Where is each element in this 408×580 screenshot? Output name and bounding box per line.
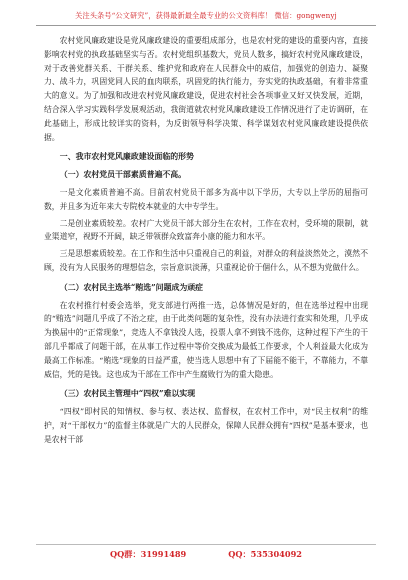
paragraph-bribery: 在农村推行村委会选举，党支部进行两推一选，总体情况是好的，但在选举过程中出现的“贿选”问题几乎成了不治之症，由于此类问题的复杂性，没有办法进行查实和处理，几乎成为换届中的“正常现象”，竞选人不拿钱没人选，投票人拿不到钱不选你，这种过程下产生的干部几乎都成了问题干部，在从事工作过程中等价交换成为最低工作要求，个人利益最大化成为最高工作标准。“贿选”现象的日益严重，使当选人思想中有了下届能不能干，不靠能力，不靠威信，凭的是钱。这也成为干部在工作中产生腐败行为的重大隐患。: [44, 300, 368, 379]
paragraph-entrepreneurship: 二是创业素质较差。农村广大党员干部大部分生在农村，工作在农村，受环境的限制，就业渠道窄，视野不开阔，缺乏带领群众致富奔小康的能力和水平。: [44, 218, 368, 242]
footer-qq-group: QQ群：31991489: [110, 549, 187, 559]
paragraph-culture: 一是文化素质普遍不高。目前农村党员干部多为高中以下学历，大专以上学历的屈指可数，并且多为近年来大专院校本就业的大中专学生。: [44, 187, 368, 211]
document-body: [44, 34, 368, 450]
subsection-heading-1: （一）农村党员干部素质普遍不高。: [59, 170, 187, 180]
subsection-heading-3: （三）农村民主管理中“四权”难以实现: [59, 389, 196, 399]
section-heading-1: 一、我市农村党风廉政建设面临的形势: [59, 152, 194, 162]
paragraph-ideology: 三是思想素质较差。在工作和生活中只重视自己的利益，对群众的利益淡然处之，漠然不顾，没有为人民服务的理想信念，宗旨意识淡薄，只重视论价于個什么，从不想为党做什么。: [44, 249, 368, 272]
footer-qq: QQ：535304092: [228, 549, 302, 559]
subsection-heading-2: （二）农村民主选举“贿选”问题成为顽症: [59, 282, 204, 292]
header-banner: 关注头条号“公文研究”，获得最新最全最专业的公文资料库！ 微信：gongwenyj: [75, 11, 337, 20]
paragraph-four-rights: “四权”即村民的知情权、参与权、表达权、监督权，在农村工作中，对“民主权利”的维护，对“干部权力”的监督主体就是广大的人民群众，保障人民群众拥有“四权”是基本要求，也是农村干部: [44, 407, 368, 444]
header-divider: [36, 25, 376, 26]
footer-divider: [36, 544, 376, 545]
footer: [36, 549, 376, 560]
intro-paragraph: 农村党风廉政建设是党风廉政建设的重要组成部分，也是农村党的建设的重要内容，直接影响农村党的执政基础坚实与否。农村党组织基数大，党员人数多，搞好农村党风廉政建设，对于改善党群关系、干群关系、维护党和政府在人民群众中的威信，加强党的创造力、凝聚力、战斗力，巩固党同人民的血肉联系，巩固党的执行能力，夯实党的执政基础，有着非常重大的意义。为了加强和改进农村党风廉政建设，促进农村社会各项事业又好又快发展，近期，结合深入学习实践科学发展观活动，我街道就农村党风廉政建设工作情况进行了走访调研，在此基础上，形成比较详实的资料，为反街领导科学决策、科学谋划农村党风廉政建设提供依据。: [44, 36, 368, 142]
